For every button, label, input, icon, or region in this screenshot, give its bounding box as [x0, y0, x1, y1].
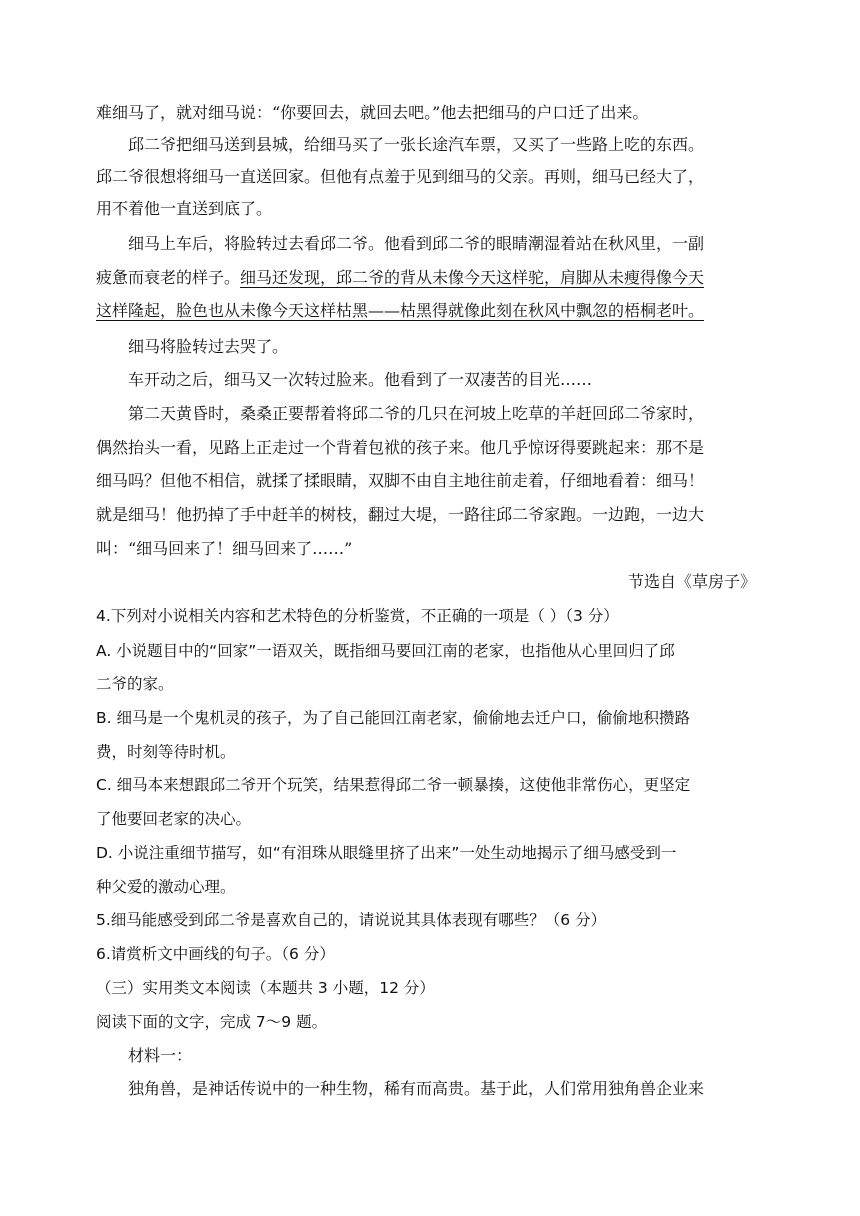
question-6: 6.请赏析文中画线的句子。（6 分） [96, 945, 335, 963]
story-line-8: 细马将脸转过去哭了。 [128, 337, 289, 356]
question-4-option-a-cont: 二爷的家。 [96, 675, 174, 693]
story-line-14: 叫：“细马回来了！细马回来了……” [96, 539, 353, 558]
story-line-9: 车开动之后，细马又一次转过脸来。他看到了一双凄苦的目光…… [128, 370, 593, 389]
material-paragraph: 独角兽，是神话传说中的一种生物，稀有而高贵。基于此，人们常用独角兽企业来 [128, 1079, 705, 1098]
question-4-option-c: C. 细马本来想跟邱二爷开个玩笑，结果惹得邱二爷一顿暴揍，这使他非常伤心，更坚定 [96, 776, 691, 794]
story-line-6 [96, 267, 756, 289]
story-line-13: 就是细马！他扔掉了手中赶羊的树枝，翻过大堤，一路往邱二爷家跑。一边跑，一边大 [96, 505, 705, 524]
story-line-3: 邱二爷很想将细马一直送回家。但他有点羞于见到细马的父亲。再则，细马已经大了， [96, 167, 705, 186]
story-line-4: 用不着他一直送到底了。 [96, 199, 273, 218]
story-line-2: 邱二爷把细马送到县城，给细马买了一张长途汽车票，又买了一些路上吃的东西。 [128, 135, 705, 154]
question-4-option-a: A. 小说题目中的“回家”一语双关，既指细马要回江南的老家，也指他从心里回归了邱 [96, 642, 675, 660]
question-5: 5.细马能感受到邱二爷是喜欢自己的，请说说其具体表现有哪些？（6 分） [96, 911, 607, 929]
question-4-option-b-cont: 费，时刻等待时机。 [96, 743, 236, 761]
underlined-sentence-part-1: 细马还发现，邱二爷的背从未像今天这样驼，肩脚从未瘦得像今天 [240, 268, 705, 287]
story-line-10: 第二天黄昏时，桑桑正要帮着将邱二爷的几只在河坡上吃草的羊赶回邱二爷家时， [128, 404, 705, 423]
question-4-option-c-cont: 了他要回老家的决心。 [96, 810, 252, 828]
question-4-option-d-cont: 种父爱的激动心理。 [96, 878, 236, 896]
story-line-12: 细马吗？但他不相信，就揉了揉眼睛，双脚不由自主地往前走着，仔细地看着：细马！ [96, 471, 705, 490]
story-line-11: 偶然抬头一看，见路上正走过一个背着包袱的孩子来。他几乎惊讶得要跳起来：那不是 [96, 438, 705, 457]
story-text: 疲惫而衰老的样子。 [96, 268, 241, 287]
story-line-1: 难细马了，就对细马说：“你要回去，就回去吧。”他去把细马的户口迁了出来。 [96, 103, 649, 122]
question-4-stem: 4.下列对小说相关内容和艺术特色的分析鉴赏，不正确的一项是（ ）（3 分） [96, 607, 619, 625]
section-3-instruction: 阅读下面的文字，完成 7～9 题。 [96, 1013, 328, 1031]
section-3-heading: （三）实用类文本阅读（本题共 3 小题，12 分） [96, 979, 435, 997]
question-4-option-d: D. 小说注重细节描写，如“有泪珠从眼缝里挤了出来”一处生动地揭示了细马感受到一 [96, 844, 677, 862]
question-4-option-b: B. 细马是一个鬼机灵的孩子，为了自己能回江南老家，偷偷地去迁户口，偷偷地积攒路 [96, 709, 690, 727]
source-citation: 节选自《草房子》 [627, 572, 756, 591]
material-label: 材料一： [128, 1046, 193, 1065]
story-line-5: 细马上车后，将脸转过去看邱二爷。他看到邱二爷的眼睛潮湿着站在秋风里，一副 [128, 234, 705, 253]
underlined-sentence-part-2: 这样隆起，脸色也从未像今天这样枯黑——枯黑得就像此刻在秋风中飘忽的梧桐老叶。 [96, 301, 705, 320]
